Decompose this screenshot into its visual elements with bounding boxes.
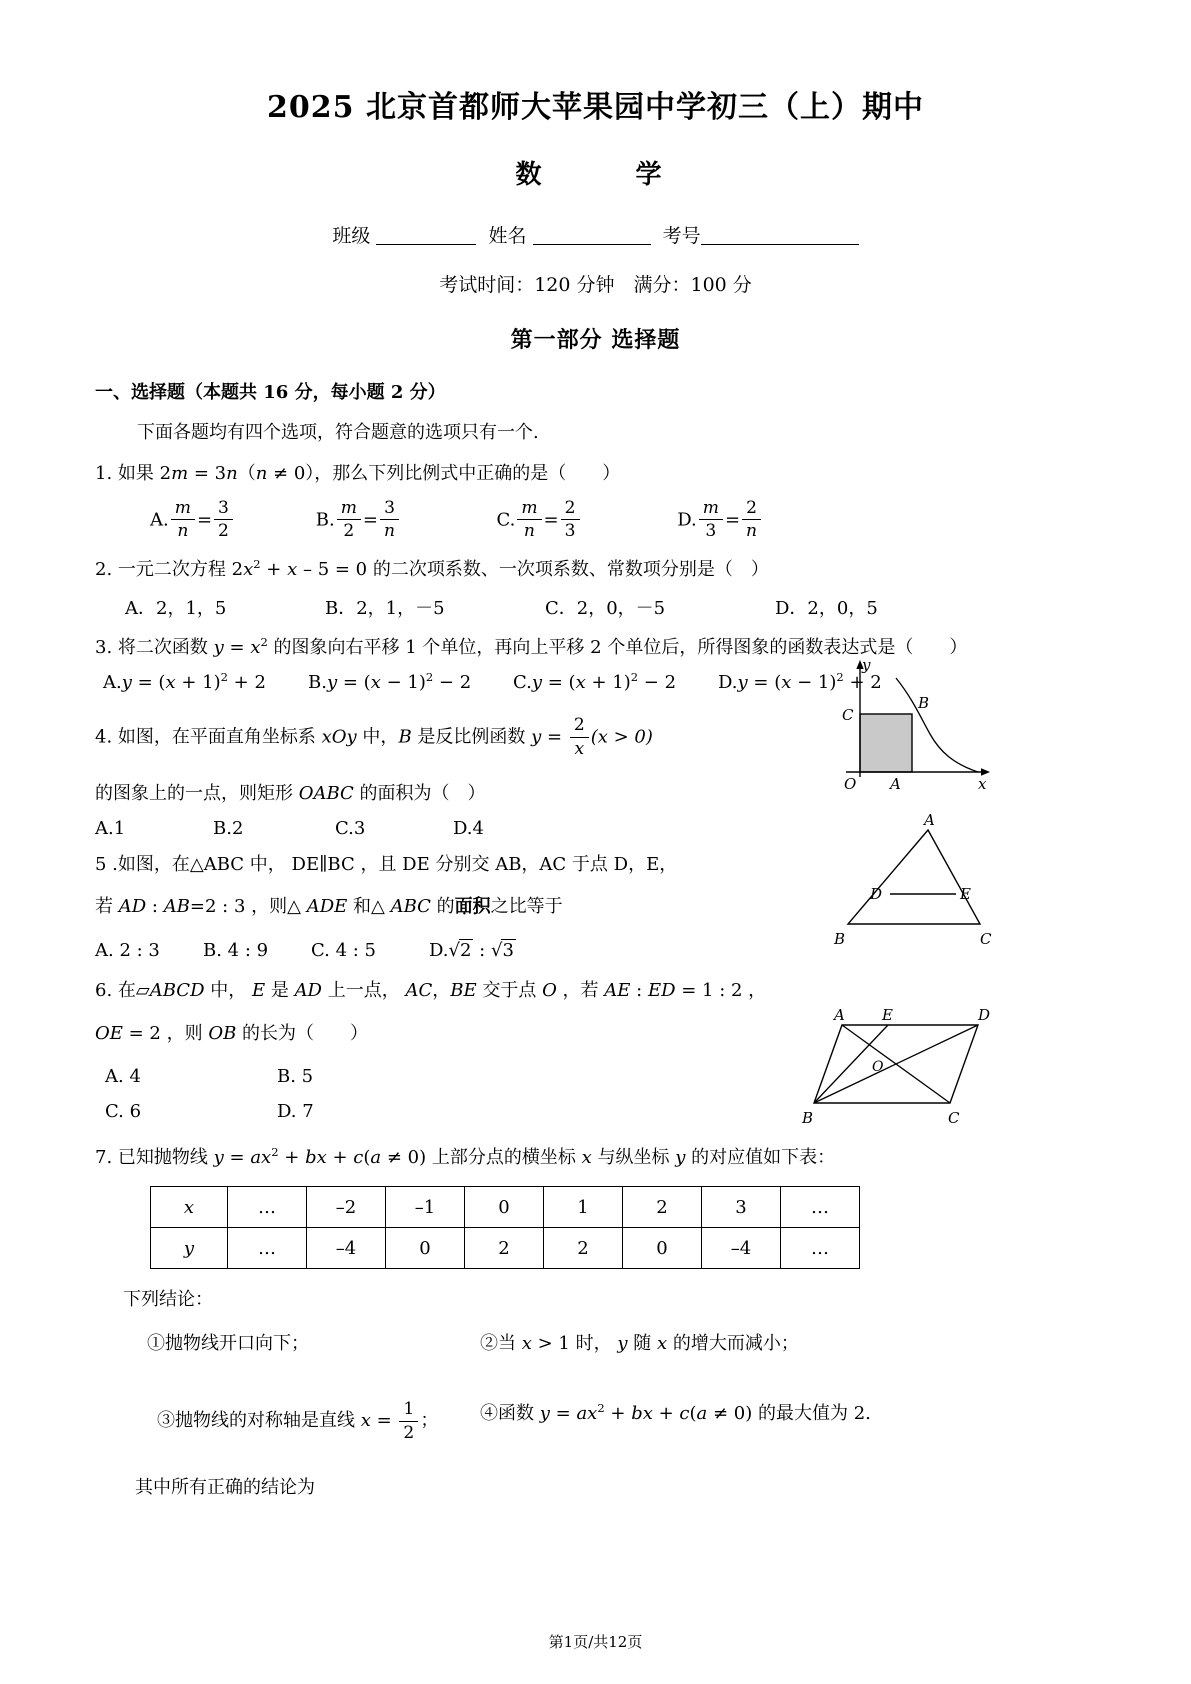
- q5-label-A: A: [924, 812, 935, 829]
- q2-option-a[interactable]: A．2，1，5: [125, 598, 227, 620]
- q4-fraction: $\frac{2}{x}$: [570, 715, 589, 760]
- q2-stem-1: 2. 一元二次方程 2: [95, 559, 244, 581]
- q1-var-m: m: [171, 463, 189, 484]
- figure-q5-triangle: [828, 812, 1008, 957]
- q5-label-C: C: [980, 930, 992, 948]
- q1-frac-a2: $\frac{3}{2}$: [214, 498, 233, 543]
- q2-stem-2: +: [260, 559, 288, 581]
- id-blank[interactable]: [701, 244, 859, 245]
- row-label-x: x: [151, 1187, 228, 1228]
- final-question-line: 其中所有正确的结论为: [135, 1477, 315, 1499]
- q1-frac-b1: $\frac{m}{2}$: [337, 498, 361, 543]
- q6-label-O: O: [872, 1059, 884, 1075]
- q4-axis-label-x: x: [978, 775, 987, 793]
- q5-label-E: E: [960, 885, 971, 903]
- sqrt-icon-2: √3: [490, 939, 514, 961]
- page-title: 2025 北京首都师大苹果园中学初三（上）期中: [267, 90, 924, 125]
- q2-option-c[interactable]: C．2，0，－5: [545, 598, 666, 620]
- q6-label-D: D: [978, 1006, 991, 1024]
- figure-q6-parallelogram: [800, 1003, 1000, 1133]
- row-label-y: y: [151, 1228, 228, 1269]
- cell-x-0: …: [228, 1187, 307, 1228]
- q5-emphasis-area: 面积 ··: [455, 896, 491, 917]
- q1-option-a[interactable]: A. $\frac{m}{n}$ = $\frac{3}{2}$: [150, 498, 310, 543]
- q6-label-B: B: [802, 1109, 814, 1127]
- section-instruction: 下面各题均有四个选项，符合题意的选项只有一个.: [137, 422, 539, 443]
- statement3-fraction: $\frac{1}{2}$: [399, 1399, 418, 1444]
- statement-2: ②当 x > 1 时， y 随 x 的增大而减小；: [480, 1333, 799, 1355]
- cell-y-2: 0: [386, 1228, 465, 1269]
- q3-stem-1: 3. 将二次函数: [95, 637, 214, 659]
- cell-y-7: …: [781, 1228, 860, 1269]
- q6-label-C: C: [948, 1109, 960, 1127]
- q4-rect-name: OABC: [298, 782, 354, 804]
- q6-option-a[interactable]: A. 4: [105, 1066, 141, 1088]
- student-info-line: [0, 221, 1191, 248]
- q1-option-b[interactable]: B. $\frac{m}{2}$ = $\frac{3}{n}$: [316, 498, 491, 543]
- statements-row-2: [135, 1399, 1096, 1453]
- q6-label-A: A: [834, 1006, 845, 1024]
- q4-option-d[interactable]: D.4: [453, 817, 484, 839]
- conclusion-label: 下列结论：: [123, 1289, 213, 1311]
- q3-sup: 2: [260, 635, 268, 650]
- q1-var-n: n: [226, 463, 238, 484]
- q2-stem-3: – 5 = 0 的二次项系数、一次项系数、常数项分别是（ ）: [297, 559, 769, 581]
- page-footer: 第1页/共12页: [548, 1633, 643, 1651]
- q2-var-x: x: [243, 559, 254, 581]
- q1-option-b-label: B.: [315, 509, 335, 531]
- q3-option-a[interactable]: $A.y = (x + 1)^2 + 2$: [103, 670, 266, 694]
- cell-x-5: 2: [623, 1187, 702, 1228]
- question-4-line1: 4. 如图，在平面直角坐标系 xOy 中，B 是反比例函数 y = $\frac{2}{x}$ (x > 0): [95, 715, 653, 759]
- question-6-line2: OE = 2 ，则 OB 的长为（ ）: [95, 1023, 369, 1045]
- cell-x-7: …: [781, 1187, 860, 1228]
- question-5-line2: 若 AD : AB=2 : 3 ，则△ ADE 和△ ABC 的面积 ··之比等于: [95, 893, 1096, 921]
- cell-y-0: …: [228, 1228, 307, 1269]
- id-label: 考号: [662, 225, 701, 247]
- q1-option-a-label: A.: [150, 509, 169, 531]
- q5-stem: 5 .如图，在△ABC 中， DE∥BC ，且 DE 分别交 AB，AC 于点 D，E，: [95, 853, 678, 875]
- q4-option-a[interactable]: A.1: [95, 817, 126, 839]
- q5-option-b[interactable]: B. 4 : 9: [203, 939, 269, 961]
- subject-title: 数 学: [515, 160, 676, 190]
- question-7: 7. 已知抛物线 $y = ax^2$ + bx + c(a ≠ 0) 上部分点的横坐标 x 与纵坐标 y 的对应值如下表：: [95, 1145, 836, 1169]
- question-2: [95, 556, 1096, 584]
- cell-x-4: 1: [544, 1187, 623, 1228]
- q6-label-E: E: [882, 1006, 893, 1024]
- question-1-options: [150, 498, 1096, 543]
- cell-y-1: –4: [307, 1228, 386, 1269]
- q1-option-c[interactable]: C. $\frac{m}{n}$ = $\frac{2}{3}$: [496, 498, 671, 543]
- q3-option-d[interactable]: $D.y = (x - 1)^2 + 2$: [718, 670, 882, 694]
- table-row-y: [151, 1228, 860, 1269]
- q3-stem-3: 的图象向右平移 1 个单位，再向上平移 2 个单位后，所得图象的函数表达式是（ ）: [267, 637, 968, 659]
- question-6-line1: 6. 在▱ABCD 中， E 是 AD 上一点， AC，BE 交于点 O ，若 AE : ED = 1 : 2 ，: [95, 979, 767, 1001]
- q3-stem-2: =: [223, 637, 251, 659]
- q1-frac-a1: $\frac{m}{n}$: [171, 498, 195, 543]
- question-1: [95, 460, 1096, 488]
- q2-var-x2: x: [287, 559, 298, 581]
- q3-option-c[interactable]: $C.y = (x + 1)^2 - 2$: [513, 670, 677, 694]
- q6-option-d[interactable]: D. 7: [277, 1101, 314, 1123]
- class-blank[interactable]: [376, 244, 476, 245]
- statement-1: ①抛物线开口向下；: [147, 1333, 309, 1355]
- q1-frac-b2: $\frac{3}{n}$: [380, 498, 399, 543]
- q1-frac-d1: $\frac{m}{3}$: [699, 498, 723, 543]
- part-title: 第一部分 选择题: [510, 327, 681, 353]
- cell-y-4: 2: [544, 1228, 623, 1269]
- q1-option-c-label: C.: [496, 509, 516, 531]
- q4-label-C: C: [842, 706, 854, 724]
- table-row-x: [151, 1187, 860, 1228]
- q4-option-b[interactable]: B.2: [213, 817, 244, 839]
- q3-var-y: y: [213, 637, 224, 659]
- q1-stem-c: = 3: [188, 463, 227, 484]
- cell-y-6: –4: [702, 1228, 781, 1269]
- name-blank[interactable]: [533, 244, 651, 245]
- q1-frac-d2: $\frac{2}{n}$: [742, 498, 761, 543]
- q1-stem-e: （: [237, 463, 256, 484]
- q3-var-x: x: [250, 637, 261, 659]
- sqrt-icon-1: √2: [448, 939, 472, 961]
- q1-frac-c1: $\frac{m}{n}$: [517, 498, 541, 543]
- q5-option-c[interactable]: C. 4 : 5: [311, 939, 376, 961]
- q1-var-n2: n: [255, 463, 268, 484]
- exam-content: [0, 378, 1191, 1499]
- statements-row-1: [135, 1329, 1096, 1375]
- section-heading: 一、选择题（本题共 16 分，每小题 2 分）: [95, 382, 446, 403]
- cell-x-3: 0: [465, 1187, 544, 1228]
- figure-q4-hyperbola: [838, 652, 998, 807]
- q2-option-b[interactable]: B．2，1，－5: [325, 598, 445, 620]
- class-label: 班级: [332, 225, 371, 247]
- cell-x-1: –2: [307, 1187, 386, 1228]
- q3-option-b[interactable]: $B.y = (x - 1)^2 - 2$: [308, 670, 472, 694]
- question-4-line2: 的图象上的一点，则矩形 OABC 的面积为（ ）: [95, 782, 486, 804]
- q4-xoy: xOy: [321, 726, 357, 748]
- q4-option-c[interactable]: C.3: [335, 817, 366, 839]
- q5-option-d[interactable]: D.√2 : √3: [429, 939, 514, 961]
- q1-frac-c2: $\frac{2}{3}$: [561, 498, 580, 543]
- question-2-options: [125, 594, 1096, 620]
- q4-label-A: A: [890, 775, 901, 793]
- parabola-values-table: [150, 1186, 860, 1269]
- q5-label-B: B: [834, 930, 846, 948]
- q4-label-B: B: [918, 694, 930, 712]
- cell-y-3: 2: [465, 1228, 544, 1269]
- q6-option-b[interactable]: B. 5: [277, 1066, 314, 1088]
- q5-option-a[interactable]: A. 2 : 3: [95, 939, 160, 961]
- cell-y-5: 0: [623, 1228, 702, 1269]
- q5-label-D: D: [870, 885, 883, 903]
- exam-info: 考试时间：120 分钟 满分：100 分: [439, 274, 752, 296]
- cell-x-6: 3: [702, 1187, 781, 1228]
- q1-option-d[interactable]: D. $\frac{m}{3}$ = $\frac{2}{n}$: [677, 498, 763, 543]
- statement-4: ④函数 $y = ax^2$ + bx + c(a ≠ 0) 的最大值为 2.: [480, 1401, 871, 1425]
- q1-option-d-label: D.: [677, 509, 697, 531]
- q2-option-d[interactable]: D．2，0，5: [775, 598, 878, 620]
- q4-label-O: O: [844, 775, 857, 793]
- q1-stem-a: 1. 如果 2: [95, 463, 172, 484]
- cell-x-2: –1: [386, 1187, 465, 1228]
- q1-stem-g: ≠ 0），那么下列比例式中正确的是（ ）: [267, 463, 621, 484]
- statement-3: ③抛物线的对称轴是直线 x = $\frac{1}{2}$ ；: [157, 1399, 439, 1443]
- q2-sup: 2: [253, 557, 261, 572]
- name-label: 姓名: [488, 225, 527, 247]
- q6-option-c[interactable]: C. 6: [105, 1101, 142, 1123]
- q4-axis-label-y: y: [862, 656, 871, 674]
